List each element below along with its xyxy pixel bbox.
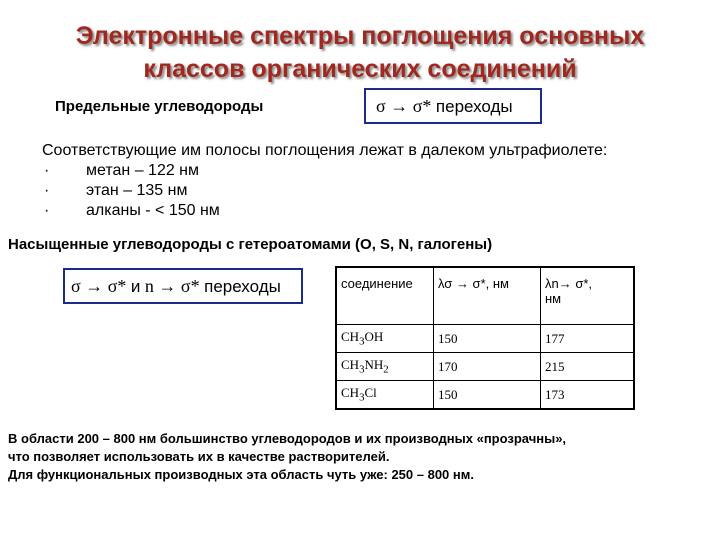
footer-line-1: В области 200 – 800 нм большинство углеводородов и их производных «прозрачны», [8, 431, 567, 446]
list-item-text: алканы - < 150 нм [86, 202, 220, 219]
bullet-icon: · [44, 162, 50, 179]
title-line-2: классов органических соединений [143, 55, 577, 83]
table-header-sigma: λσ → σ*, нм [434, 267, 541, 325]
n-value-cell: 177 [541, 325, 635, 353]
table-header-n-line1: λn→ σ*, [545, 276, 593, 291]
section1-heading: Предельные углеводороды [55, 98, 264, 115]
list-item [42, 201, 607, 221]
n-value-cell: 215 [541, 353, 635, 381]
transition-symbol: σ → σ* [376, 96, 432, 116]
n-value-cell: 173 [541, 381, 635, 410]
transition-label: переходы [204, 277, 281, 296]
table-header-row [336, 267, 634, 325]
bullet-icon: · [44, 202, 50, 219]
compound-cell: $CH_3NH_2$ [336, 353, 434, 381]
transition-symbol-1: σ → σ* [71, 276, 127, 296]
transition-conjunction: и [130, 277, 141, 296]
table-header-compound: соединение [336, 267, 434, 325]
table-row [336, 353, 634, 381]
list-item-text: этан – 135 нм [86, 182, 188, 199]
sigma-n-transition-box [63, 268, 303, 304]
paragraph-text: Соответствующие им полосы поглощения лежат в далеком ультрафиолете: [42, 142, 608, 159]
list-item [42, 161, 607, 181]
compound-cell: $CH_3Cl$ [336, 381, 434, 410]
list-item-text: метан – 122 нм [86, 162, 200, 179]
compound-cell: $CH_3OH$ [336, 325, 434, 353]
transition-symbol-2: n → σ* [144, 276, 200, 296]
table-header-n-line2: нм [545, 291, 562, 306]
bullet-icon: · [44, 182, 50, 199]
page-title [0, 20, 720, 86]
absorption-table [335, 266, 635, 410]
title-line-1: Электронные спектры поглощения основных [75, 22, 645, 50]
sigma-transition-box [364, 88, 542, 124]
section2-heading: Насыщенные углеводороды с гетероатомами (O, S, N, галогены) [8, 236, 493, 253]
footer-text [8, 430, 566, 484]
list-item [42, 181, 607, 201]
sigma-value-cell: 170 [434, 353, 541, 381]
transition-label: переходы [435, 97, 513, 116]
sigma-value-cell: 150 [434, 381, 541, 410]
footer-line-3: Для функциональных производных эта область чуть уже: 250 – 800 нм. [8, 467, 474, 482]
section1-paragraph [42, 141, 607, 221]
sigma-value-cell: 150 [434, 325, 541, 353]
table-row [336, 381, 634, 410]
table-row [336, 325, 634, 353]
footer-line-2: что позволяет использовать их в качестве растворителей. [8, 449, 390, 464]
table-header-n [541, 267, 635, 325]
